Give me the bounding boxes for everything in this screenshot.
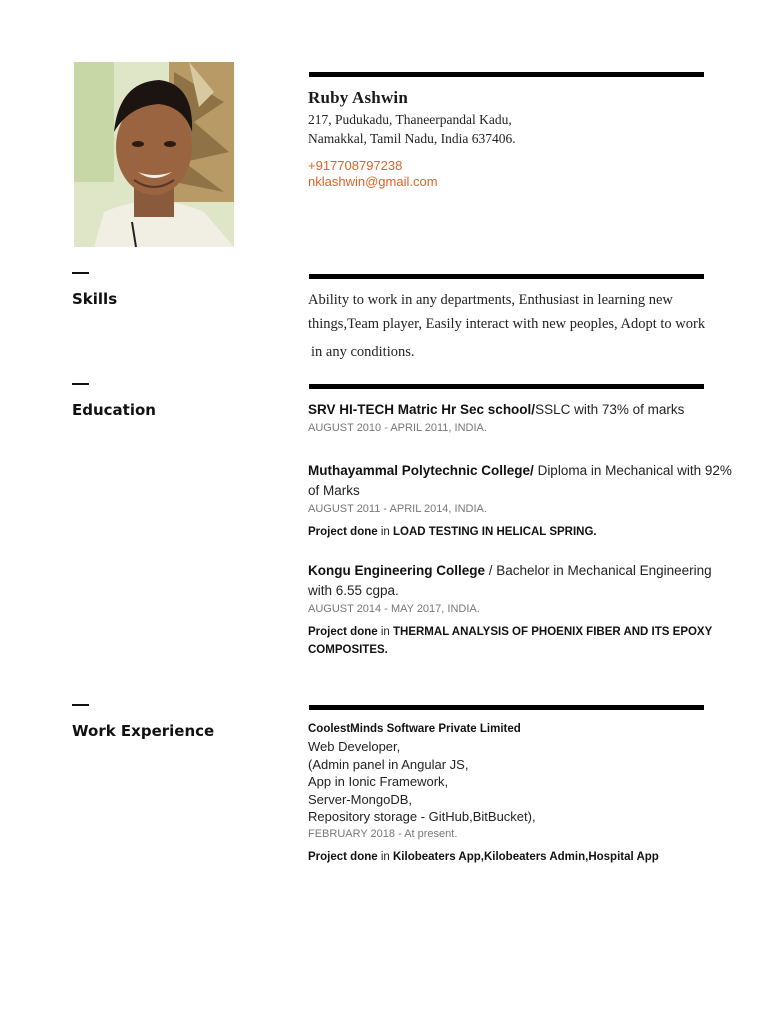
education-dash	[72, 383, 89, 385]
work-divider	[309, 705, 704, 710]
company-name: CoolestMinds Software Private Limited	[308, 723, 521, 735]
institution-name: Kongu Engineering College	[308, 563, 486, 578]
email-address: nklashwin@gmail.com	[308, 174, 438, 189]
work-line: (Admin panel in Angular JS,	[308, 756, 469, 772]
phone-number: +917708797238	[308, 158, 403, 173]
contact-block	[308, 88, 733, 190]
address-line-1: 217, Pudukadu, Thaneerpandal Kadu,	[308, 112, 512, 127]
education-entry-3	[308, 561, 733, 659]
work-line: Server-MongoDB,	[308, 791, 413, 807]
education-project: Project done in LOAD TESTING IN HELICAL SPRING.	[308, 526, 597, 538]
education-entry-2	[308, 461, 733, 541]
address-line-2: Namakkal, Tamil Nadu, India 637406.	[308, 131, 516, 146]
work-line: Web Developer,	[308, 739, 401, 754]
skills-text	[308, 288, 733, 364]
header-divider	[309, 72, 704, 77]
work-dates: FEBRUARY 2018 - At present.	[308, 827, 458, 840]
institution-name: Muthayammal Polytechnic College/	[308, 463, 534, 478]
work-project: Project done in Kilobeaters App,Kilobeaters Admin,Hospital App	[308, 850, 659, 863]
skills-dash	[72, 272, 89, 274]
work-role-lines	[308, 738, 733, 826]
skills-line-3: in any conditions.	[311, 344, 415, 360]
education-divider	[309, 384, 704, 389]
skills-heading: Skills	[72, 290, 118, 308]
skills-line-2: things,Team player, Easily interact with new peoples, Adopt to work	[308, 316, 706, 332]
degree-detail: Diploma in Mechanical with 92% of Marks	[308, 463, 732, 498]
work-line: App in Ionic Framework,	[308, 774, 449, 789]
skills-divider	[309, 274, 704, 279]
education-project: Project done in THERMAL ANALYSIS OF PHOENIX FIBER AND ITS EPOXY COMPOSITES.	[308, 626, 713, 656]
work-dash	[72, 704, 89, 706]
profile-photo	[74, 62, 234, 247]
work-line: Repository storage - GitHub,BitBucket),	[308, 809, 536, 824]
skills-line-1: Ability to work in any departments, Enthusiast in learning new	[308, 292, 673, 308]
education-dates: AUGUST 2014 - MAY 2017, INDIA.	[308, 603, 480, 615]
degree-detail: / Bachelor in Mechanical Engineering with 6.55 cgpa.	[308, 563, 712, 598]
work-heading: Work Experience	[72, 722, 215, 740]
institution-name: SRV HI-TECH Matric Hr Sec school/	[308, 402, 536, 417]
education-entry-1	[308, 400, 733, 436]
work-entry	[308, 721, 733, 866]
education-dates: AUGUST 2011 - APRIL 2014, INDIA.	[308, 503, 487, 515]
degree-detail: SSLC with 73% of marks	[535, 402, 685, 417]
candidate-name: Ruby Ashwin	[308, 88, 408, 107]
education-dates: AUGUST 2010 - APRIL 2011, INDIA.	[308, 422, 487, 434]
education-heading: Education	[72, 401, 156, 419]
